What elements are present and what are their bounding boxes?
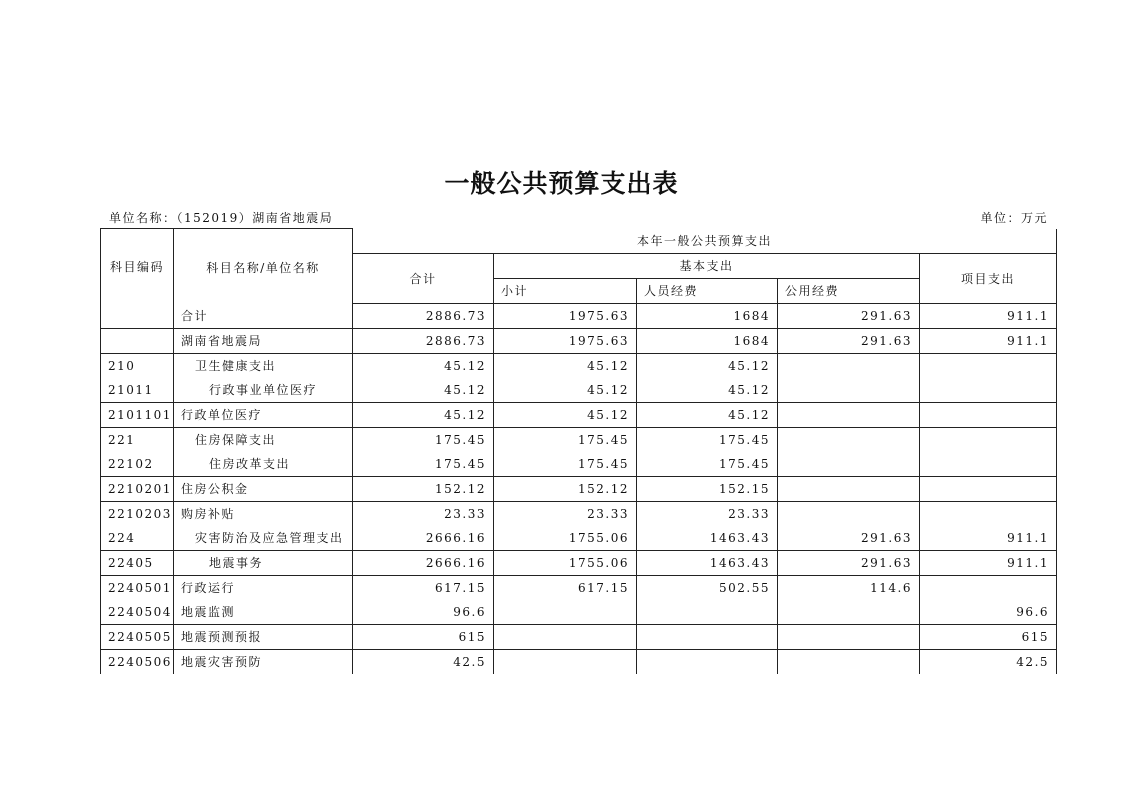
row-public: 291.63 [778, 328, 920, 353]
table-row [101, 476, 1057, 501]
row-subtotal: 1975.63 [494, 328, 637, 353]
header-subtotal: 小计 [494, 278, 637, 303]
currency-unit-label: 单位：万元 [980, 211, 1048, 225]
row-project: 42.5 [920, 649, 1057, 674]
row-total: 23.33 [353, 501, 494, 526]
row-project [920, 353, 1057, 378]
row-subtotal: 1755.06 [494, 550, 637, 575]
row-name: 行政事业单位医疗 [174, 378, 353, 403]
header-name: 科目名称/单位名称 [174, 229, 353, 304]
row-public [778, 476, 920, 501]
row-total: 96.6 [353, 600, 494, 625]
row-personnel: 175.45 [637, 452, 778, 477]
row-total: 617.15 [353, 575, 494, 600]
row-subtotal: 23.33 [494, 501, 637, 526]
row-code: 221 [101, 427, 174, 452]
header-total: 合计 [353, 253, 494, 303]
row-total: 175.45 [353, 452, 494, 477]
header-code: 科目编码 [101, 229, 174, 304]
row-personnel [637, 600, 778, 625]
row-personnel: 502.55 [637, 575, 778, 600]
header-project: 项目支出 [920, 253, 1057, 303]
row-code: 2101101 [101, 402, 174, 427]
row-subtotal [494, 649, 637, 674]
table-row [101, 501, 1057, 526]
row-personnel: 1684 [637, 303, 778, 328]
row-personnel: 45.12 [637, 353, 778, 378]
table-row [101, 328, 1057, 353]
row-name: 地震监测 [174, 600, 353, 625]
row-subtotal: 175.45 [494, 452, 637, 477]
row-public [778, 624, 920, 649]
row-public: 114.6 [778, 575, 920, 600]
header-row-1 [101, 229, 1057, 254]
header-public: 公用经费 [778, 278, 920, 303]
row-personnel: 45.12 [637, 402, 778, 427]
row-project [920, 452, 1057, 477]
row-subtotal: 1975.63 [494, 303, 637, 328]
row-code: 2210201 [101, 476, 174, 501]
row-code [101, 303, 174, 328]
row-total: 152.12 [353, 476, 494, 501]
row-public: 291.63 [778, 550, 920, 575]
row-personnel: 1684 [637, 328, 778, 353]
row-code: 22102 [101, 452, 174, 477]
row-subtotal [494, 600, 637, 625]
row-public [778, 501, 920, 526]
row-name: 地震灾害预防 [174, 649, 353, 674]
row-total: 45.12 [353, 402, 494, 427]
row-name: 合计 [174, 303, 353, 328]
table-row [101, 452, 1057, 477]
row-project [920, 575, 1057, 600]
row-public [778, 649, 920, 674]
row-personnel [637, 649, 778, 674]
row-code [101, 328, 174, 353]
row-project: 911.1 [920, 328, 1057, 353]
row-total: 2666.16 [353, 526, 494, 551]
header-basic: 基本支出 [494, 253, 920, 278]
row-code: 2210203 [101, 501, 174, 526]
row-total: 615 [353, 624, 494, 649]
row-total: 175.45 [353, 427, 494, 452]
row-public: 291.63 [778, 303, 920, 328]
table-row [101, 427, 1057, 452]
table-row [101, 550, 1057, 575]
table-row [101, 624, 1057, 649]
row-public [778, 353, 920, 378]
row-personnel: 45.12 [637, 378, 778, 403]
table-row [101, 378, 1057, 403]
row-total: 2886.73 [353, 303, 494, 328]
table-row [101, 526, 1057, 551]
row-project [920, 476, 1057, 501]
row-public [778, 378, 920, 403]
table-row [101, 575, 1057, 600]
row-project [920, 378, 1057, 403]
row-name: 地震预测预报 [174, 624, 353, 649]
row-personnel: 152.15 [637, 476, 778, 501]
page-title: 一般公共预算支出表 [444, 169, 679, 198]
row-subtotal: 45.12 [494, 402, 637, 427]
row-code: 2240504 [101, 600, 174, 625]
row-subtotal: 45.12 [494, 378, 637, 403]
row-name: 行政运行 [174, 575, 353, 600]
row-total: 42.5 [353, 649, 494, 674]
row-subtotal: 617.15 [494, 575, 637, 600]
row-project: 911.1 [920, 550, 1057, 575]
row-public: 291.63 [778, 526, 920, 551]
row-total: 45.12 [353, 378, 494, 403]
row-name: 住房保障支出 [174, 427, 353, 452]
row-personnel [637, 624, 778, 649]
row-code: 224 [101, 526, 174, 551]
row-code: 21011 [101, 378, 174, 403]
row-code: 2240505 [101, 624, 174, 649]
header-personnel: 人员经费 [637, 278, 778, 303]
row-subtotal: 1755.06 [494, 526, 637, 551]
row-project [920, 501, 1057, 526]
row-total: 2886.73 [353, 328, 494, 353]
row-code: 22405 [101, 550, 174, 575]
budget-table [100, 228, 1057, 674]
row-name: 卫生健康支出 [174, 353, 353, 378]
row-subtotal: 175.45 [494, 427, 637, 452]
row-name: 灾害防治及应急管理支出 [174, 526, 353, 551]
table-row [101, 600, 1057, 625]
row-name: 住房公积金 [174, 476, 353, 501]
row-personnel: 1463.43 [637, 550, 778, 575]
row-project: 911.1 [920, 526, 1057, 551]
row-code: 2240501 [101, 575, 174, 600]
row-personnel: 175.45 [637, 427, 778, 452]
row-total: 2666.16 [353, 550, 494, 575]
table-row [101, 353, 1057, 378]
row-project [920, 402, 1057, 427]
row-name: 购房补贴 [174, 501, 353, 526]
row-code: 2240506 [101, 649, 174, 674]
row-public [778, 600, 920, 625]
row-project: 911.1 [920, 303, 1057, 328]
table-row [101, 649, 1057, 674]
row-subtotal: 45.12 [494, 353, 637, 378]
row-total: 45.12 [353, 353, 494, 378]
row-project: 615 [920, 624, 1057, 649]
row-name: 地震事务 [174, 550, 353, 575]
row-subtotal: 152.12 [494, 476, 637, 501]
unit-name-label: 单位名称：（152019）湖南省地震局 [109, 211, 334, 225]
row-name: 住房改革支出 [174, 452, 353, 477]
header-group: 本年一般公共预算支出 [353, 229, 1057, 254]
row-public [778, 452, 920, 477]
row-name: 湖南省地震局 [174, 328, 353, 353]
row-personnel: 23.33 [637, 501, 778, 526]
row-public [778, 402, 920, 427]
row-subtotal [494, 624, 637, 649]
row-project: 96.6 [920, 600, 1057, 625]
row-name: 行政单位医疗 [174, 402, 353, 427]
table-row [101, 402, 1057, 427]
row-public [778, 427, 920, 452]
row-personnel: 1463.43 [637, 526, 778, 551]
table-row [101, 303, 1057, 328]
row-code: 210 [101, 353, 174, 378]
row-project [920, 427, 1057, 452]
